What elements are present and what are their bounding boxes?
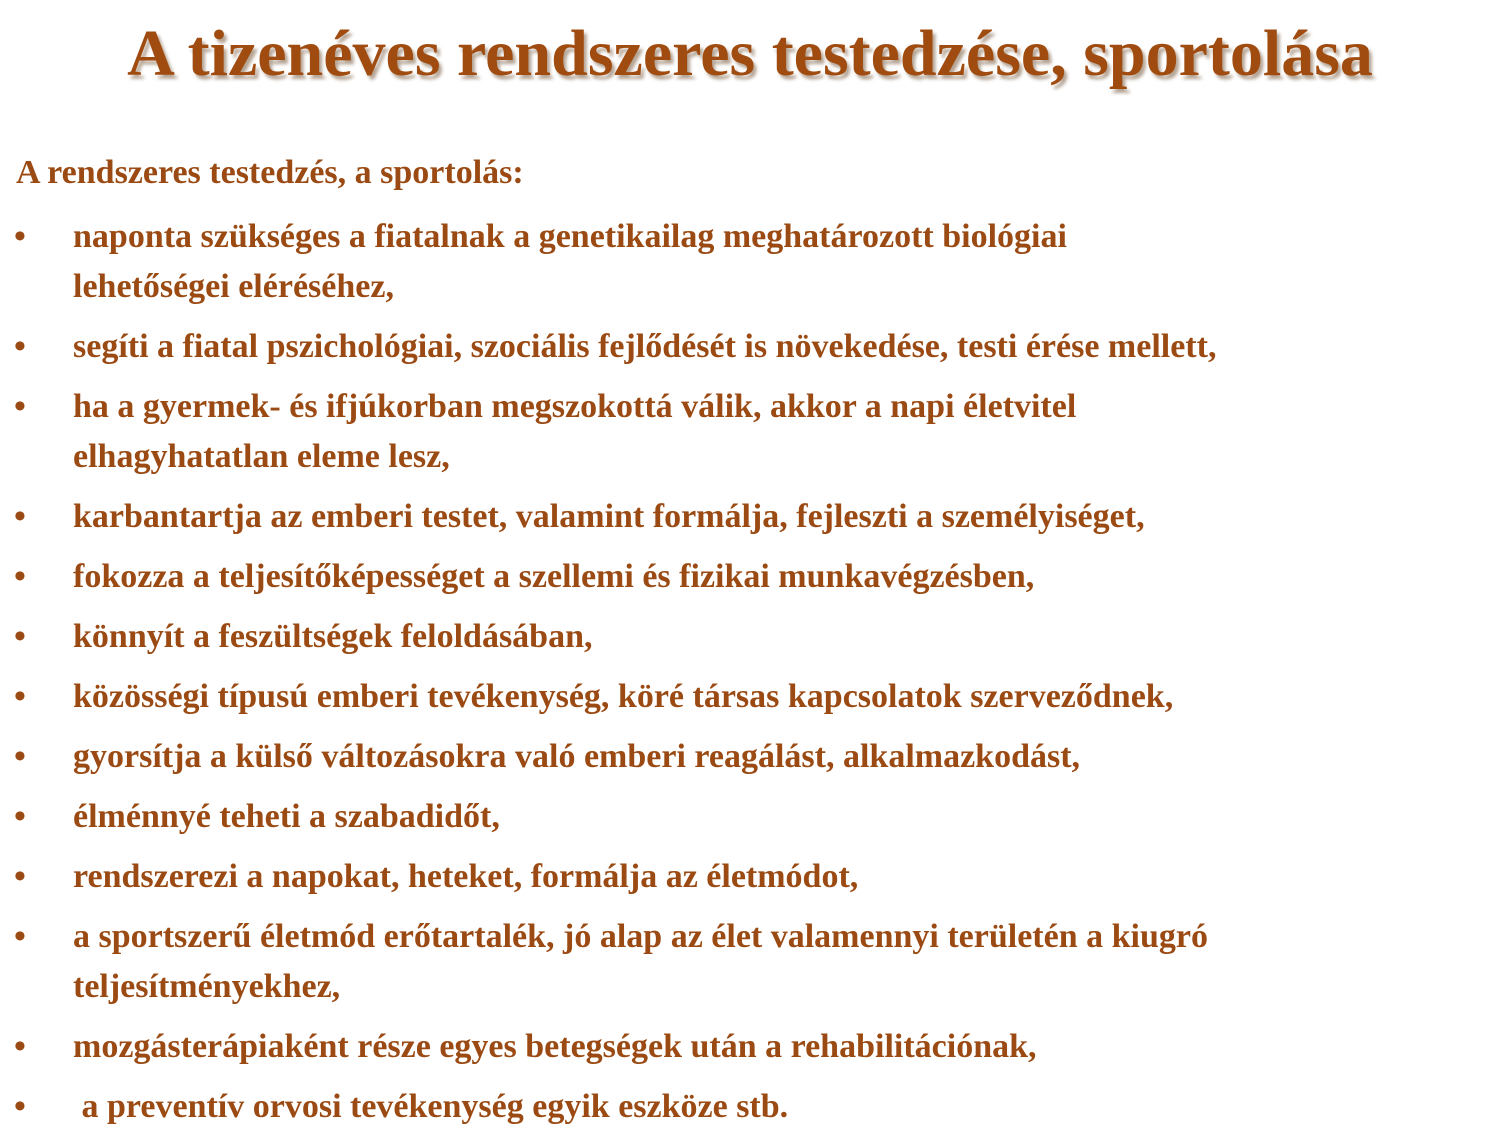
- list-item: [0, 552, 1500, 602]
- bullet-icon: •: [14, 738, 26, 775]
- list-item-text: rendszerezi a napokat, heteket, formálja az életmódot,: [73, 858, 859, 895]
- list-item-text: naponta szükséges a fiatalnak a genetikailag meghatározott biológiai: [73, 218, 1067, 255]
- list-item-text: segíti a fiatal pszichológiai, szociális fejlődését is növekedése, testi érése mellett,: [73, 328, 1217, 365]
- bullet-icon: •: [14, 1028, 26, 1065]
- list-item-text: fokozza a teljesítőképességet a szellemi és fizikai munkavégzésben,: [73, 558, 1035, 595]
- bullet-icon: •: [14, 798, 26, 835]
- bullet-icon: •: [14, 498, 26, 535]
- bullet-icon: •: [14, 388, 26, 425]
- list-item: [0, 792, 1500, 842]
- list-item-text: a preventív orvosi tevékenység egyik eszköze stb.: [73, 1088, 789, 1125]
- list-item-text-cont: teljesítményekhez,: [73, 968, 341, 1005]
- bullet-icon: •: [14, 618, 26, 655]
- list-item: [0, 492, 1500, 542]
- list-item: [0, 852, 1500, 902]
- list-item: [0, 672, 1500, 722]
- bullet-icon: •: [14, 218, 26, 255]
- list-item-text: ha a gyermek- és ifjúkorban megszokottá válik, akkor a napi életvitel: [73, 388, 1077, 425]
- list-item: [0, 912, 1500, 1012]
- bullet-icon: •: [14, 858, 26, 895]
- list-item: [0, 212, 1500, 312]
- list-item-text: a sportszerű életmód erőtartalék, jó alap az élet valamennyi területén a kiugró: [73, 918, 1208, 955]
- list-item: [0, 612, 1500, 662]
- list-item: [0, 732, 1500, 782]
- bullet-icon: •: [14, 558, 26, 595]
- list-item-text: mozgásterápiaként része egyes betegségek után a rehabilitációnak,: [73, 1028, 1037, 1065]
- bullet-icon: •: [14, 678, 26, 715]
- list-item-text: karbantartja az emberi testet, valamint formálja, fejleszti a személyiséget,: [73, 498, 1145, 535]
- list-item: [0, 1022, 1500, 1072]
- slide-title: A tizenéves rendszeres testedzése, sportolása: [127, 17, 1373, 90]
- list-item-text-cont: elhagyhatatlan eleme lesz,: [73, 438, 450, 475]
- list-item: [0, 322, 1500, 372]
- list-item-text: élménnyé teheti a szabadidőt,: [73, 798, 500, 835]
- bullet-list: [0, 212, 1500, 1132]
- intro-text: A rendszeres testedzés, a sportolás:: [16, 154, 524, 191]
- list-item: [0, 382, 1500, 482]
- bullet-icon: •: [14, 1088, 26, 1125]
- list-item-text: gyorsítja a külső változásokra való emberi reagálást, alkalmazkodást,: [73, 738, 1081, 775]
- bullet-icon: •: [14, 918, 26, 955]
- bullet-icon: •: [14, 328, 26, 365]
- list-item-text: közösségi típusú emberi tevékenység, köré társas kapcsolatok szerveződnek,: [73, 678, 1174, 715]
- list-item-text: könnyít a feszültségek feloldásában,: [73, 618, 593, 655]
- list-item-text-cont: lehetőségei eléréséhez,: [73, 268, 394, 305]
